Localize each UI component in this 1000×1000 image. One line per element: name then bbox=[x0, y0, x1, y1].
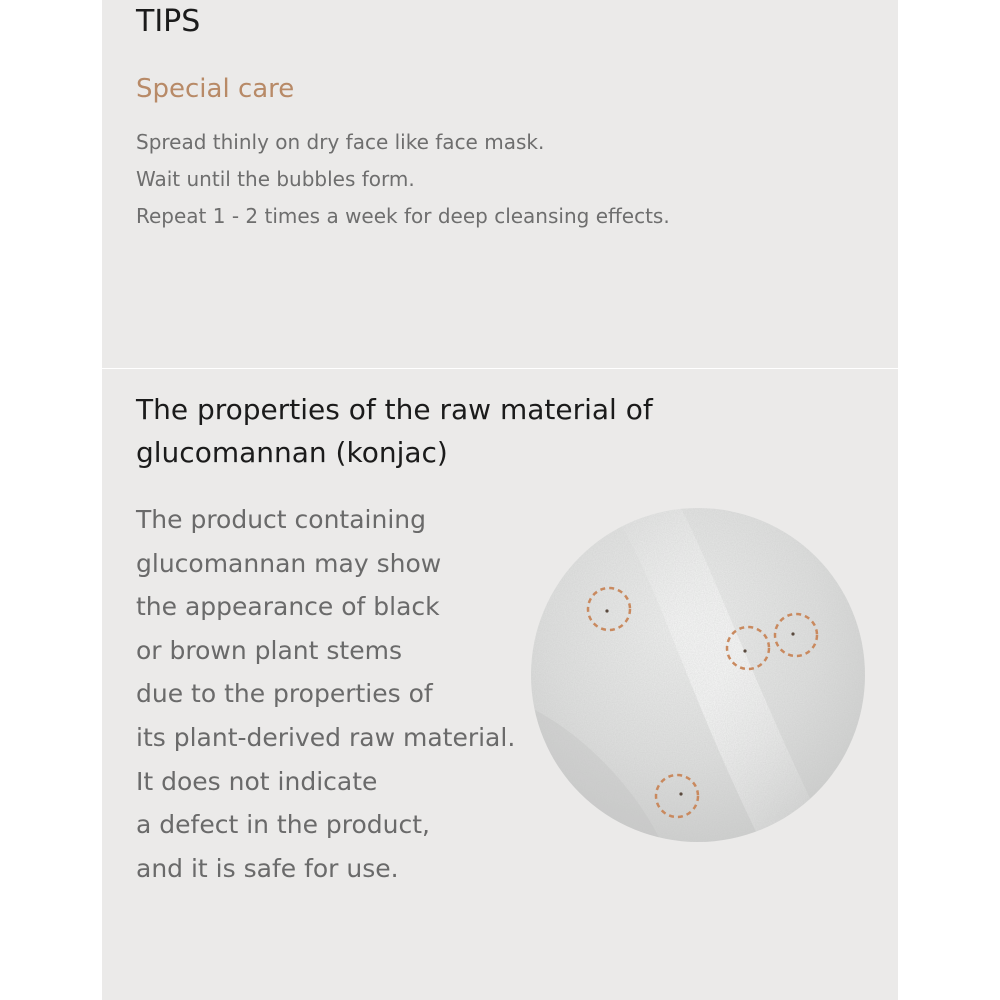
konjac-body-line: The product containing bbox=[136, 505, 427, 534]
product-texture-closeup-image bbox=[531, 508, 865, 842]
konjac-body-line: It does not indicate bbox=[136, 766, 378, 796]
konjac-title-line: The properties of the raw material of bbox=[136, 393, 653, 426]
tips-panel bbox=[102, 0, 898, 1000]
care-line: Repeat 1 - 2 times a week for deep cleansing effects. bbox=[136, 204, 670, 228]
konjac-body-line: or brown plant stems bbox=[136, 635, 402, 665]
konjac-body-line: glucomannan may show bbox=[136, 548, 442, 578]
special-care-instructions bbox=[136, 124, 670, 235]
tips-title: TIPS bbox=[136, 4, 201, 39]
konjac-body-line: and it is safe for use. bbox=[136, 853, 399, 883]
konjac-description bbox=[136, 498, 515, 890]
konjac-section-title bbox=[136, 388, 653, 474]
konjac-title-line: glucomannan (konjac) bbox=[136, 436, 448, 469]
konjac-body-line: due to the properties of bbox=[136, 679, 433, 709]
konjac-body-line: a defect in the product, bbox=[136, 810, 431, 840]
speck bbox=[743, 649, 746, 652]
speck bbox=[791, 632, 794, 635]
speck bbox=[605, 609, 608, 612]
care-line: Spread thinly on dry face like face mask. bbox=[136, 130, 545, 154]
section-divider bbox=[102, 368, 898, 369]
special-care-heading: Special care bbox=[136, 74, 295, 104]
speck bbox=[679, 792, 682, 795]
konjac-body-line: the appearance of black bbox=[136, 592, 440, 622]
care-line: Wait until the bubbles form. bbox=[136, 167, 415, 191]
konjac-body-line: its plant-derived raw material. bbox=[136, 722, 516, 752]
